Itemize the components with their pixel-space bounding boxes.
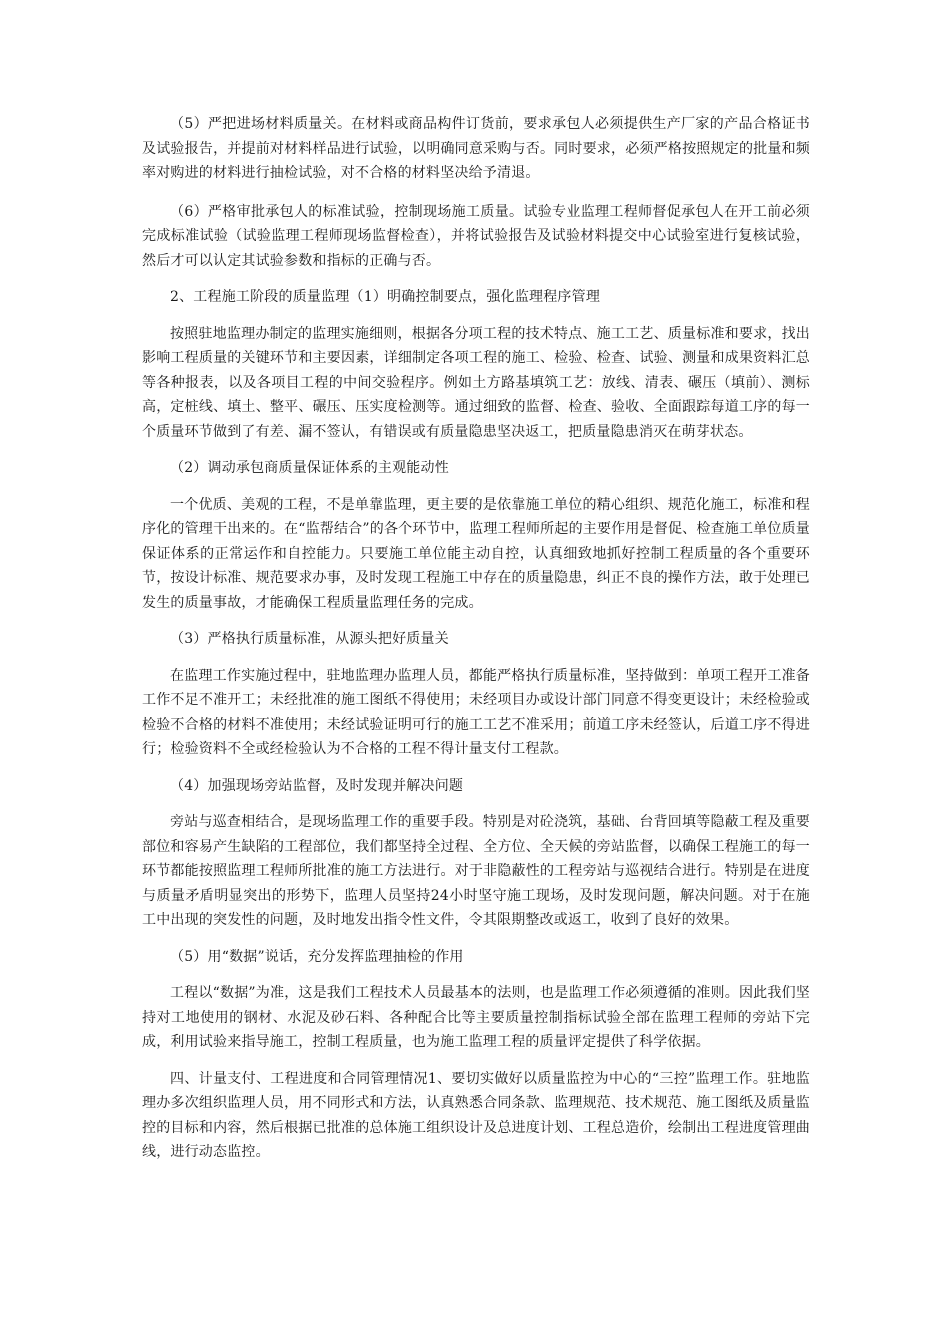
paragraph-contractor-initiative: 一个优质、美观的工程，不是单靠监理，更主要的是依靠施工单位的精心组织、规范化施工，标准和程序化的管理干出来的。在“监帮结合”的各个环节中，监理工程师所起的主要作用是督促、检查施工单位质量保证体系的正常运作和自控能力。只要施工单位能主动自控，认真细致地抓好控制工程质量的各个重要环节，按设计标准、规范要求办事，及时发现工程施工中存在的质量隐患，纠正不良的操作方法，敢于处理已发生的质量事故，才能确保工程质量监理任务的完成。: [142, 496, 810, 611]
paragraph-standard-tests: （6）严格审批承包人的标准试验，控制现场施工质量。试验专业监理工程师督促承包人在开工前必须完成标准试验（试验监理工程师现场监督检查），并将试验报告及试验材料提交中心试验室进行复核试验，然后才可以认定其试验参数和指标的正确与否。: [142, 203, 810, 269]
section-heading-data-driven: （5）用“数据”说话，充分发挥监理抽检的作用: [170, 948, 464, 965]
paragraph-control-points: 按照驻地监理办制定的监理实施细则，根据各分项工程的技术特点、施工工艺、质量标准和要求，找出影响工程质量的关键环节和主要因素，详细制定各项工程的施工、检验、检查、试验、测量和成果资料汇总等各种报表，以及各项目工程的中间交验程序。例如土方路基填筑工艺：放线、清表、碾压（填前）、测标高，定桩线、填土、整平、碾压、压实度检测等。通过细致的监督、检查、验收、全面跟踪每道工序的每一个质量环节做到了有差、漏不签认，有错误或有质量隐患坚决返工，把质量隐患消灭在萌芽状态。: [142, 325, 810, 440]
paragraph-quality-standards: 在监理工作实施过程中，驻地监理办监理人员，都能严格执行质量标准，坚持做到：单项工程开工准备工作不足不准开工；未经批准的施工图纸不得使用；未经项目办或设计部门同意不得变更设计；未经检验或检验不合格的材料不准使用；未经试验证明可行的施工工艺不准采用；前道工序未经签认，后道工序不得进行；检验资料不全或经检验认为不合格的工程不得计量支付工程款。: [142, 667, 810, 757]
section-heading-onsite-supervision: （4）加强现场旁站监督，及时发现并解决问题: [170, 777, 464, 794]
section-heading-construction-stage: 2、工程施工阶段的质量监理（1）明确控制要点，强化监理程序管理: [170, 289, 601, 305]
paragraph-onsite-supervision: 旁站与巡查相结合，是现场监理工作的重要手段。特别是对砼浇筑，基础、台背回填等隐蔽工程及重要部位和容易产生缺陷的工程部位，我们都坚持全过程、全方位、全天候的旁站监督，以确保工程施工的每一环节都能按照监理工程师所批准的施工方法进行。对于非隐蔽性的工程旁站与巡视结合进行。特别是在进度与质量矛盾明显突出的形势下，监理人员坚持24小时坚守施工现场，及时发现问题，解决问题。对于在施工中出现的突发性的问题，及时地发出指令性文件，令其限期整改或返工，收到了良好的效果。: [142, 814, 810, 928]
paragraph-data-driven: 工程以“数据”为准，这是我们工程技术人员最基本的法则，也是监理工作必须遵循的准则。因此我们坚持对工地使用的钢材、水泥及砂石料、各种配合比等主要质量控制指标试验全部在监理工程师的旁站下完成，利用试验来指导施工，控制工程质量，也为施工监理工程的质量评定提供了科学依据。: [142, 985, 810, 1050]
document-page: [142, 112, 810, 1165]
section-heading-contractor-initiative: （2）调动承包商质量保证体系的主观能动性: [170, 460, 449, 476]
paragraph-material-quality: （5）严把进场材料质量关。在材料或商品构件订货前，要求承包人必须提供生产厂家的产品合格证书及试验报告，并提前对材料样品进行试验，以明确同意采购与否。同时要求，必须严格按照规定的批量和频率对购进的材料进行抽检试验，对不合格的材料坚决给予清退。: [142, 116, 810, 181]
section-heading-quality-standards: （3）严格执行质量标准，从源头把好质量关: [170, 631, 449, 647]
paragraph-payment-progress-contract: 四、计量支付、工程进度和合同管理情况1、要切实做好以质量监控为中心的“三控”监理工作。驻地监理办多次组织监理人员，用不同形式和方法，认真熟悉合同条款、监理规范、技术规范、施工图纸及质量监控的目标和内容，然后根据已批准的总体施工组织设计及总进度计划、工程总造价，绘制出工程进度管理曲线，进行动态监控。: [142, 1070, 810, 1160]
